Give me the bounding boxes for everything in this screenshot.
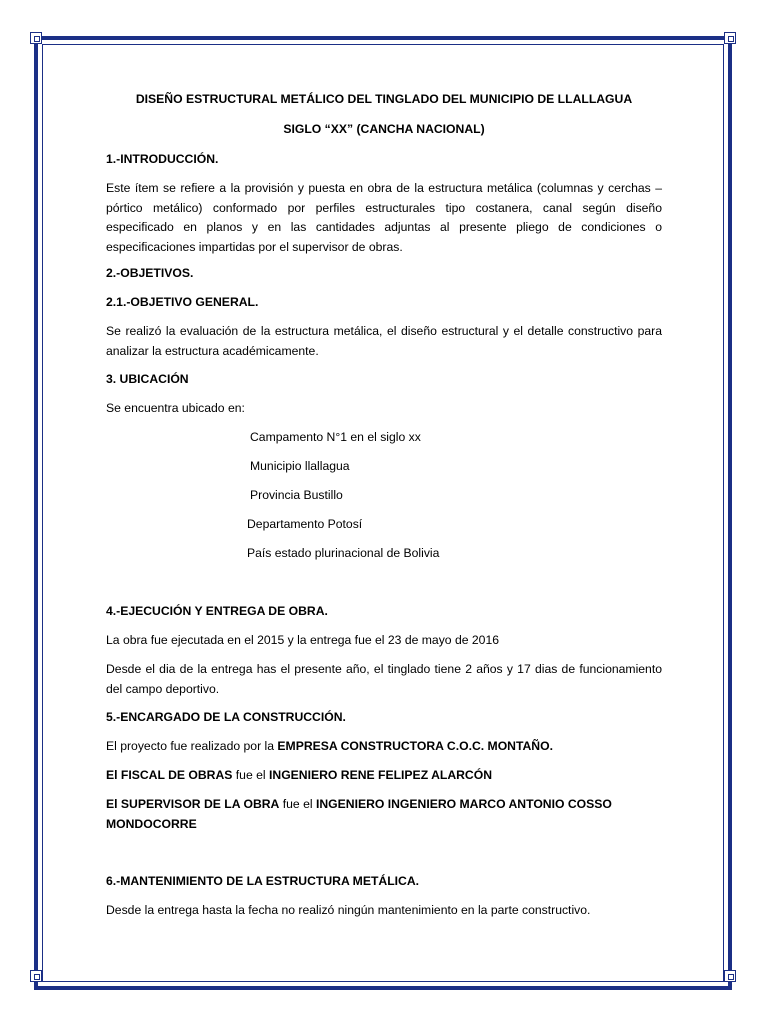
section-heading-introduccion: 1.-INTRODUCCIÓN. [106, 152, 219, 166]
fiscal-name: INGENIERO RENE FELIPEZ ALARCÓN [269, 768, 492, 782]
section-heading-encargado: 5.-ENCARGADO DE LA CONSTRUCCIÓN. [106, 710, 346, 724]
fiscal-connector: fue el [232, 768, 269, 782]
section-text-mantenimiento: Desde la entrega hasta la fecha no realizó ningún mantenimiento en la parte constructivo. [106, 903, 591, 917]
section-text-ubicacion: Se encuentra ubicado en: [106, 401, 245, 415]
section-heading-objetivos: 2.-OBJETIVOS. [106, 266, 194, 280]
location-item: Provincia Bustillo [250, 488, 343, 502]
section-text-empresa [106, 737, 662, 757]
border-corner-ornament [724, 970, 736, 982]
border-corner-ornament [30, 970, 42, 982]
section-heading-ubicacion: 3. UBICACIÓN [106, 372, 189, 386]
location-item: País estado plurinacional de Bolivia [247, 546, 440, 560]
section-text-ejecucion-1: La obra fue ejecutada en el 2015 y la entrega fue el 23 de mayo de 2016 [106, 633, 500, 647]
location-item: Departamento Potosí [247, 517, 363, 531]
supervisor-label: El SUPERVISOR DE LA OBRA [106, 797, 280, 811]
empresa-name: EMPRESA CONSTRUCTORA C.O.C. MONTAÑO. [277, 739, 553, 753]
section-heading-objetivo-general: 2.1.-OBJETIVO GENERAL. [106, 295, 259, 309]
section-heading-mantenimiento: 6.-MANTENIMIENTO DE LA ESTRUCTURA METÁLICA. [106, 874, 420, 888]
supervisor-connector: fue el [279, 797, 316, 811]
document-subtitle: SIGLO “XX” (CANCHA NACIONAL) [283, 122, 485, 136]
section-text-fiscal [106, 766, 662, 786]
section-text-ejecucion-2: Desde el dia de la entrega has el presente año, el tinglado tiene 2 años y 17 dias de funcionamiento del campo deportivo. [106, 662, 662, 696]
document-title: DISEÑO ESTRUCTURAL METÁLICO DEL TINGLADO DEL MUNICIPIO DE LLALLAGUA [135, 92, 633, 106]
border-corner-ornament [30, 32, 42, 44]
supervisor-name: INGENIERO INGENIERO MARCO ANTONIO COSSO MONDOCORRE [106, 797, 612, 831]
location-item: Municipio llallagua [250, 459, 350, 473]
section-text-supervisor [106, 795, 662, 834]
border-corner-ornament [724, 32, 736, 44]
fiscal-label: El FISCAL DE OBRAS [106, 768, 233, 782]
section-heading-ejecucion: 4.-EJECUCIÓN Y ENTREGA DE OBRA. [106, 604, 328, 618]
empresa-label: El proyecto fue realizado por la [106, 739, 278, 753]
section-text-introduccion: Este ítem se refiere a la provisión y puesta en obra de la estructura metálica (columnas y cerchas – pórtico metálico) conformado por perfiles estructurales tipo costanera, canal según diseño especificado en planos y en las cantidades adjuntas al presente pliego de condiciones o especificaciones impartidas por el supervisor de obras. [106, 181, 662, 254]
location-item: Campamento N°1 en el siglo xx [250, 430, 421, 444]
section-text-objetivo-general: Se realizó la evaluación de la estructura metálica, el diseño estructural y el detalle constructivo para analizar la estructura académicamente. [106, 324, 662, 358]
